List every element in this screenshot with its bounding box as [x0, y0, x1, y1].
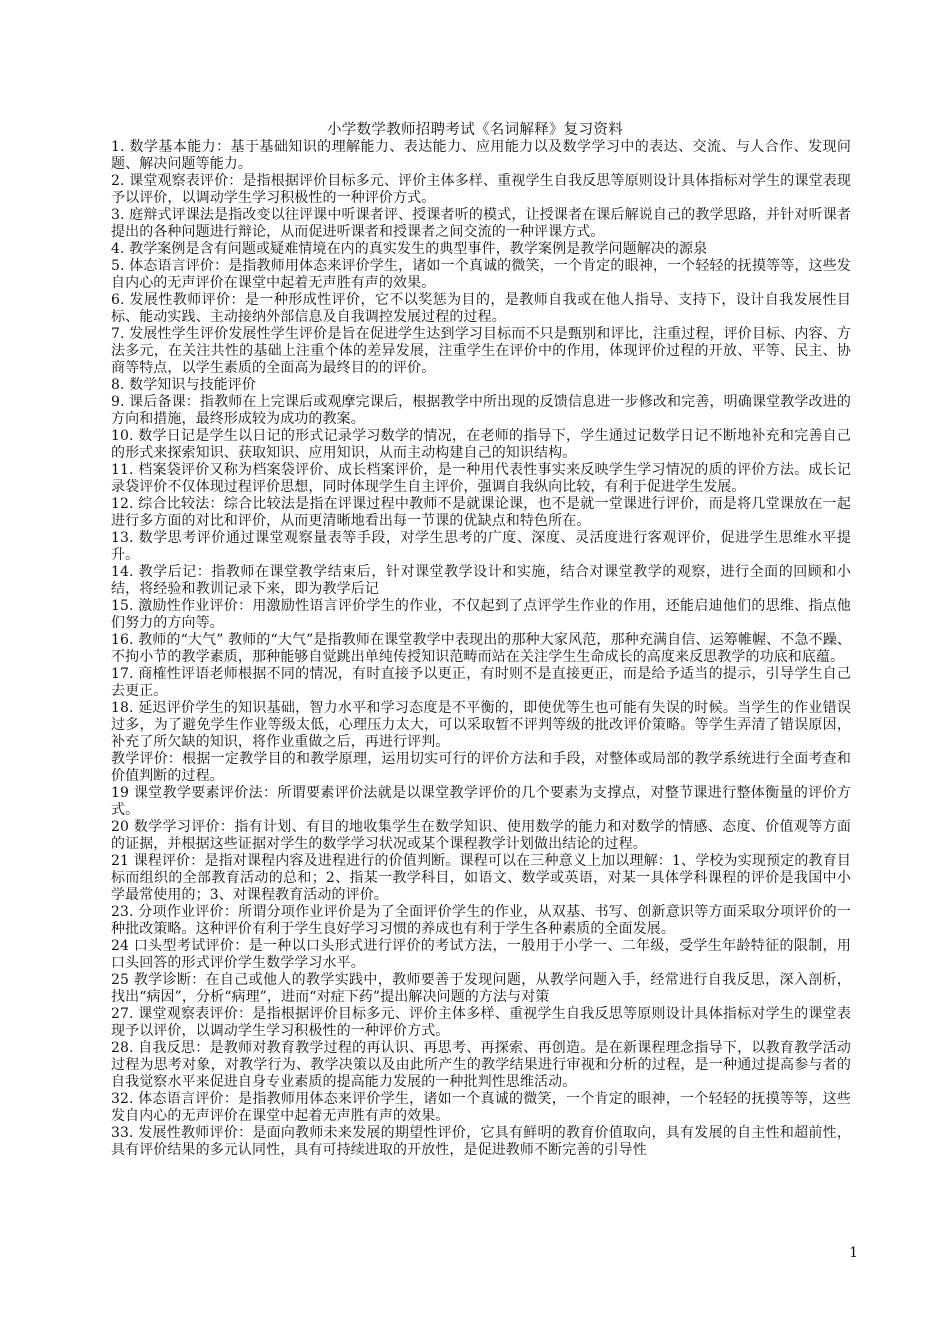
page-number: 1 — [849, 1245, 858, 1261]
paragraph: 32. 体态语言评价：是指教师用体态来评价学生，诸如一个真诚的微笑，一个肯定的眼神，一个轻轻的抚摸等等，这些发自内心的无声评价在课堂中起着无声胜有声的效果。 — [111, 1091, 851, 1124]
paragraph: 18. 延迟评价学生的知识基础，智力水平和学习态度是不平衡的，即使优等生也可能有失误的时候。当学生的作业错误过多，为了避免学生作业等级太低，心理压力太大，可以采取暂不评判等级的批改评价策略。等学生弄清了错误原因，补充了所欠缺的知识，将作业重做之后，再进行评判。 — [111, 700, 851, 750]
paragraph: 14. 教学后记：指教师在课堂教学结束后，针对课堂教学设计和实施，结合对课堂教学的观察，进行全面的回顾和小结，将经验和教训记录下来，即为教学后记 — [111, 564, 851, 597]
paragraph: 25 教学诊断：在自己或他人的教学实践中，教师要善于发现问题，从教学问题入手，经常进行自我反思，深入剖析，找出“病因”，分析“病理”，进而“对症下药”提出解决问题的方法与对策 — [111, 972, 851, 1005]
paragraph: 19 课堂教学要素评价法：所谓要素评价法就是以课堂教学评价的几个要素为支撑点，对整节课进行整体衡量的评价方式。 — [111, 785, 851, 818]
paragraph: 10. 数学日记是学生以日记的形式记录学习数学的情况，在老师的指导下，学生通过记数学日记不断地补充和完善自己的形式来探索知识、获取知识、应用知识，从而主动构建自己的知识结构。 — [111, 428, 851, 461]
paragraph: 13. 数学思考评价通过课堂观察量表等手段，对学生思考的广度、深度、灵活度进行客观评价，促进学生思维水平提升。 — [111, 530, 851, 563]
paragraph: 教学评价：根据一定教学目的和教学原理，运用切实可行的评价方法和手段，对整体或局部的教学系统进行全面考查和价值判断的过程。 — [111, 751, 851, 784]
paragraph: 6. 发展性教师评价：是一种形成性评价，它不以奖惩为目的，是教师自我或在他人指导、支持下，设计自我发展性目标、能动实践、主动接纳外部信息及自我调控发展过程的过程。 — [111, 292, 851, 325]
paragraph: 28. 自我反思：是教师对教育教学过程的再认识、再思考、再探索、再创造。是在新课程理念指导下，以教育教学活动过程为思考对象，对教学行为、教学决策以及由此所产生的教学结果进行审视和分析的过程，是一种通过提高参与者的自我觉察水平来促进自身专业素质的提高能力发展的一种批判性思维活动。 — [111, 1040, 851, 1090]
paragraph: 11. 档案袋评价又称为档案袋评价、成长档案评价，是一种用代表性事实来反映学生学习情况的质的评价方法。成长记录袋评价不仅体现过程评价思想，同时体现学生自主评价，强调自我纵向比较，有利于促进学生发展。 — [111, 462, 851, 495]
paragraph: 17. 商榷性评语老师根据不同的情况，有时直接予以更正，有时则不是直接更正，而是给予适当的提示，引导学生自己去更正。 — [111, 666, 851, 699]
paragraph: 4. 教学案例是含有问题或疑难情境在内的真实发生的典型事件，教学案例是教学问题解决的源泉 — [111, 241, 708, 257]
paragraph: 8. 数学知识与技能评价 — [111, 377, 257, 393]
document-title: 小学数学教师招聘考试《名词解释》复习资料 — [327, 122, 623, 138]
paragraph: 23. 分项作业评价：所谓分项作业评价是为了全面评价学生的作业，从双基、书写、创新意识等方面采取分项评价的一种批改策略。这种评价有利于学生良好学习习惯的养成也有利于学生各种素质的全面发展。 — [111, 904, 851, 937]
paragraph: 33. 发展性教师评价：是面向教师未来发展的期望性评价，它具有鲜明的教育价值取向，具有发展的自主性和超前性，具有评价结果的多元认同性，具有可持续进取的开放性，是促进教师不断完善的引导性 — [111, 1125, 851, 1158]
paragraph: 2. 课堂观察表评价：是指根据评价目标多元、评价主体多样、重视学生自我反思等原则设计具体指标对学生的课堂表现予以评价，以调动学生学习积极性的一种评价方式。 — [111, 173, 851, 206]
paragraph: 3. 庭辩式评课法是指改变以往评课中听课者评、授课者听的模式，让授课者在课后解说自己的教学思路，并针对听课者提出的各种问题进行辩论，从而促进听课者和授课者之间交流的一种评课方式。 — [111, 207, 851, 240]
paragraph: 9. 课后备课：指教师在上完课后或观摩完课后，根据教学中所出现的反馈信息进一步修改和完善，明确课堂教学改进的方向和措施，最终形成较为成功的教案。 — [111, 394, 851, 427]
paragraph: 12. 综合比较法：综合比较法是指在评课过程中教师不是就课论课，也不是就一堂课进行评价，而是将几堂课放在一起进行多方面的对比和评价，从而更清晰地看出每一节课的优缺点和特色所在。 — [111, 496, 851, 529]
paragraph: 7. 发展性学生评价发展性学生评价是旨在促进学生达到学习目标而不只是甄别和评比，注重过程，评价目标、内容、方法多元，在关注共性的基础上注重个体的差异发展，注重学生在评价中的作用，体现评价过程的开放、平等、民主、协商等特点，以学生素质的全面高为最终目的的评价。 — [111, 326, 851, 376]
paragraph: 1. 数学基本能力：基于基础知识的理解能力、表达能力、应用能力以及数学学习中的表达、交流、与人合作、发现问题、解决问题等能力。 — [111, 139, 851, 172]
document-body — [111, 139, 851, 1159]
paragraph: 15. 激励性作业评价：用激励性语言评价学生的作业，不仅起到了点评学生作业的作用，还能启迪他们的思维、指点他们努力的方向等。 — [111, 598, 851, 631]
paragraph: 27. 课堂观察表评价：是指根据评价目标多元、评价主体多样、重视学生自我反思等原则设计具体指标对学生的课堂表现予以评价，以调动学生学习积极性的一种评价方式。 — [111, 1006, 851, 1039]
paragraph: 21 课程评价：是指对课程内容及进程进行的价值判断。课程可以在三种意义上加以理解：1、学校为实现预定的教育目标而组织的全部教育活动的总和；2、指某一教学科目，如语文、数学或英语，对某一具体学科课程的评价是我国中小学最常使用的；3、对课程教育活动的评价。 — [111, 853, 851, 903]
paragraph: 16. 教师的“大气” 教师的“大气”是指教师在课堂教学中表现出的那种大家风范，那种充满自信、运筹帷幄、不急不躁、不拘小节的教学素质，那种能够自觉跳出单纯传授知识范畴而站在关注学生生命成长的高度来反思教学的功底和底蕴。 — [111, 632, 851, 665]
paragraph: 20 数学学习评价：指有计划、有目的地收集学生在数学知识、使用数学的能力和对数学的情感、态度、价值观等方面的证据，并根据这些证据对学生的数学学习状况或某个课程教学计划做出结论的过程。 — [111, 819, 851, 852]
paragraph: 5. 体态语言评价：是指教师用体态来评价学生，诸如一个真诚的微笑，一个肯定的眼神，一个轻轻的抚摸等等，这些发自内心的无声评价在课堂中起着无声胜有声的效果。 — [111, 258, 851, 291]
paragraph: 24 口头型考试评价：是一种以口头形式进行评价的考试方法，一般用于小学一、二年级，受学生年龄特征的限制，用口头回答的形式评价学生数学学习水平。 — [111, 938, 851, 971]
